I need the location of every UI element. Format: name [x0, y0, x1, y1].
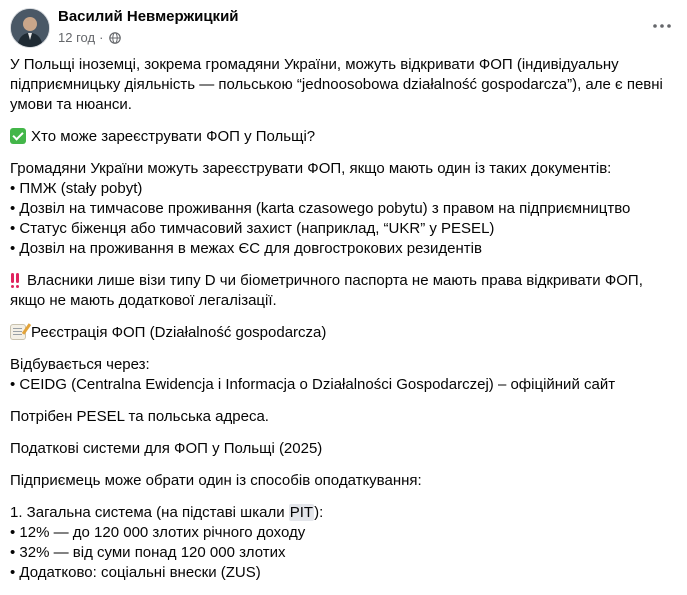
globe-icon[interactable] — [109, 32, 121, 44]
documents-lead: Громадяни України можуть зареєструвати ФОП, якщо мають один із таких документів: — [10, 160, 612, 177]
avatar-image — [11, 9, 49, 47]
who-can-heading — [10, 127, 670, 147]
intro-line: умови та нюанси. — [10, 96, 132, 113]
tax-general-line: 1. Загальна система (на підставі шкали PIT): — [10, 504, 324, 521]
author-name[interactable]: Василий Невмержицкий — [58, 8, 239, 25]
list-item: • Дозвіл на тимчасове проживання (karta czasowego pobytu) з правом на підприємництво — [10, 200, 631, 217]
intro-paragraph — [10, 55, 670, 115]
registration-heading-text: Реєстрація ФОП (Działalność gospodarcza) — [31, 324, 327, 341]
post-body — [10, 55, 670, 595]
registration-paragraph — [10, 355, 670, 395]
tax-heading: Податкові системи для ФОП у Польщі (2025) — [10, 440, 323, 457]
intro-line: підприємницьку діяльність — польською “jednoosobowa działalność gospodarcza”), але є певні — [10, 76, 663, 93]
list-item: • Дозвіл на проживання в межах ЄС для довгострокових резидентів — [10, 240, 482, 257]
list-item: • 12% — до 120 000 злотих річного доходу — [10, 524, 306, 541]
tax-lead: Підприємець може обрати один із способів оподаткування: — [10, 472, 422, 489]
meta-separator: · — [99, 30, 104, 45]
warning-line: Власники лише візи типу D чи біометричного паспорта не мають права відкривати ФОП, — [27, 272, 643, 289]
registration-lead: Відбувається через: — [10, 356, 150, 373]
author-avatar[interactable] — [10, 8, 50, 48]
memo-icon — [10, 324, 26, 340]
post-meta — [58, 30, 121, 45]
tax-general-paragraph — [10, 503, 670, 583]
more-options-button[interactable] — [650, 18, 674, 34]
list-item: • ПМЖ (stały pobyt) — [10, 180, 143, 197]
check-mark-icon — [10, 128, 26, 144]
list-item: • CEIDG (Centralna Ewidencja i Informacja o Działalności Gospodarczej) – офіційний сайт — [10, 376, 616, 393]
warning-line: якщо не мають додаткової легалізації. — [10, 292, 277, 309]
documents-paragraph — [10, 159, 670, 259]
registration-heading — [10, 323, 670, 343]
pesel-paragraph: Потрібен PESEL та польська адреса. — [10, 408, 269, 425]
pit-highlight: PIT — [289, 504, 314, 521]
list-item: • Статус біженця або тимчасовий захист (наприклад, “UKR” у PESEL) — [10, 220, 495, 237]
list-item: • 32% — від суми понад 120 000 злотих — [10, 544, 286, 561]
warning-paragraph — [10, 271, 670, 311]
list-item: • Додатково: соціальні внески (ZUS) — [10, 564, 261, 581]
intro-line: У Польщі іноземці, зокрема громадяни України, можуть відкривати ФОП (індивідуальну — [10, 56, 619, 73]
double-exclamation-icon — [10, 272, 22, 288]
post-time[interactable]: 12 год — [58, 30, 96, 45]
more-horizontal-icon — [653, 24, 671, 28]
who-can-heading-text: Хто може зареєструвати ФОП у Польщі? — [31, 128, 316, 145]
